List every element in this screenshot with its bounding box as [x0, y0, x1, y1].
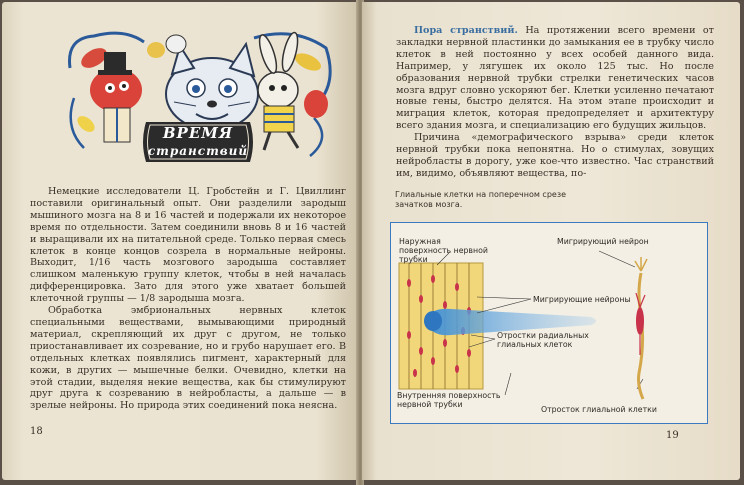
chapter-title-line2: странствий: [147, 144, 249, 158]
paragraph-text: На протяжении всего времени от закладки нервной пластинки до замыкания ее в трубку число клеток в ней постоянно у всех особей данного вида. Например, у лягушек их около 125 тыс. Но после образования нервной трубки стрелки генетических часов мозга вдруг словно ускоряют бег. Клетки усиленно печатают новые гены, быстро делятся. На этом этапе происходит и миграция клеток, которая предопределяет и архитектуру всего здания мозга, и специализацию его будущих жильцов.: [396, 25, 714, 132]
label-radial-processes: Отростки радиальных глиальных клеток: [497, 331, 589, 349]
paragraph: Немецкие исследователи Ц. Гробстейн и Г. Цвиллинг поставили оригинальный опыт. Они разделили зародыш мышиного мозга на 8 и 16 частей и подержали их некоторое время по отдельности. Затем соединили вновь 8 и 16 частей и выращивали их на питательной среде. Только первая смесь клеток в конце концов созрела в нормальные нейроны. Выходит, 1/16 часть мозгового зародыша составляет слишком маленькую группу клеток, чтобы в ней началась дифференцировка. Зато для этого уже хватает большей клеточной группы — 1/8 зародыша мозга.: [30, 186, 346, 305]
paragraph: [396, 25, 714, 132]
chapter-title: [140, 118, 256, 166]
page-number-right: 19: [666, 430, 679, 441]
label-outer-surface: Наружная поверхность нервной трубки: [399, 237, 488, 264]
neural-tube-figure: [390, 222, 708, 424]
paragraph: Обработка эмбриональных нервных клеток специальными веществами, вымывающими природный материал, скрепляющий их друг с другом, не только приостанавливает их созревание, но и грубо нарушает его. В отдельных клетках появлялись пигмент, характерный для кожи, в других — мышечные белки. Очевидно, клетки на этой стадии, выделяя некие вещества, как бы стимулируют друг друга к созреванию в нейробласты, а дальше — в зрелые нейроны. Но природа этих соединений пока неясна.: [30, 305, 346, 412]
label-glial-process: Отросток глиальной клетки: [541, 405, 657, 414]
page-number-left: 18: [30, 426, 43, 437]
left-page-text: [30, 186, 346, 412]
paragraph: Причина «демографического взрыва» среди клеток нервной трубки пока непонятна. Но о стимулах, зовущих нейробласты в дорогу, уже кое-что известно. Час странствий им, видимо, объявляют вещества, по-: [396, 132, 714, 179]
label-migrating-neuron: Мигрирующий нейрон: [557, 237, 649, 246]
figure-caption: Глиальные клетки на поперечном срезе зачатков мозга.: [395, 190, 566, 209]
right-page-text: [396, 25, 714, 180]
label-inner-surface: Внутренняя поверхность нервной трубки: [397, 391, 501, 409]
chapter-title-line1: ВРЕМЯ: [162, 124, 234, 142]
section-heading: Пора странствий.: [414, 25, 518, 36]
label-migrating-neurons: Мигрирующие нейроны: [533, 295, 631, 304]
